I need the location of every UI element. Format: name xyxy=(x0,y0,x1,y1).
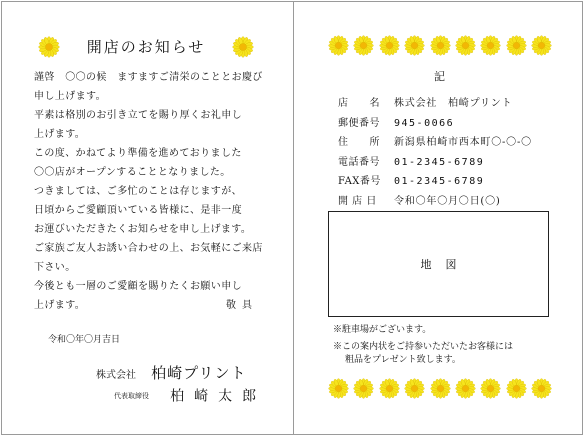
detail-label: 開 店 日 xyxy=(338,195,377,207)
left-page xyxy=(0,0,292,438)
sunflower-icon xyxy=(38,36,60,58)
detail-row-opening-date xyxy=(338,192,568,212)
detail-value: 新潟県柏崎市西本町〇-〇-〇 xyxy=(394,137,532,148)
center-fold-line xyxy=(293,1,294,435)
letter-line: 平素は格別のお引き立てを賜り厚くお礼申し xyxy=(34,110,242,121)
sunflower-icon xyxy=(328,35,349,56)
detail-row-fax xyxy=(338,172,568,192)
sunflower-icon xyxy=(455,378,476,399)
sender-company xyxy=(96,362,247,383)
letter-line: 下さい。 xyxy=(34,262,76,273)
letter-line: 謹啓 〇〇の候 ますますご清栄のこととお慶び xyxy=(34,72,263,83)
sunflower-icon xyxy=(506,35,527,56)
detail-label: 電話番号 xyxy=(338,156,380,168)
detail-row-phone xyxy=(338,153,568,173)
sunflower-icon xyxy=(379,35,400,56)
letter-line: 日頃からご愛顧頂いている皆様に、是非一度 xyxy=(34,205,242,216)
sunflower-border-bottom xyxy=(328,378,552,399)
letter-line: 上げます。 xyxy=(34,300,86,311)
representative-title: 代表取締役 xyxy=(114,391,149,400)
sunflower-border-top xyxy=(328,35,552,56)
detail-label: 郵便番号 xyxy=(338,117,380,129)
letter-date: 令和〇年〇月吉日 xyxy=(48,335,121,345)
sunflower-icon xyxy=(480,35,501,56)
map-placeholder xyxy=(328,211,549,317)
detail-row-store-name xyxy=(338,94,568,114)
detail-value: 945-0066 xyxy=(394,117,455,129)
representative-name: 柏崎太郎 xyxy=(170,388,267,405)
title-row xyxy=(38,32,254,62)
sunflower-icon xyxy=(404,35,425,56)
letter-line: ご家族ご友人お誘い合わせの上、お気軽にご来店 xyxy=(34,243,263,254)
store-details xyxy=(338,94,568,211)
ki-heading: 記 xyxy=(434,70,445,83)
sunflower-icon xyxy=(232,36,254,58)
detail-value: 株式会社 柏崎プリント xyxy=(394,98,513,109)
letter-line: 今後とも一層のご愛顧を賜りたくお願い申し xyxy=(34,281,242,292)
sunflower-icon xyxy=(531,35,552,56)
letter-line: この度、かねてより準備を進めておりました xyxy=(34,148,242,159)
detail-row-address xyxy=(338,133,568,153)
detail-value: 01-2345-6789 xyxy=(394,176,485,187)
company-prefix: 株式会社 xyxy=(96,370,136,381)
note-gift-line1: ※この案内状をご持参いただいたお客様には xyxy=(333,342,514,352)
sunflower-icon xyxy=(353,35,374,56)
note-gift-line2: 粗品をプレゼント致します。 xyxy=(345,355,461,365)
sunflower-icon xyxy=(506,378,527,399)
letter-line: お運びいただきたくお知らせを申し上げます。 xyxy=(34,224,252,235)
detail-row-postal-code xyxy=(338,114,568,134)
letter-line: 申し上げます。 xyxy=(34,91,106,102)
sunflower-icon xyxy=(455,35,476,56)
detail-value: 01-2345-6789 xyxy=(394,156,485,168)
sunflower-icon xyxy=(379,378,400,399)
detail-label: FAX番号 xyxy=(338,176,381,187)
sunflower-icon xyxy=(328,378,349,399)
sunflower-icon xyxy=(480,378,501,399)
sunflower-icon xyxy=(404,378,425,399)
letter-line: つきましては、ご多忙のことは存じますが、 xyxy=(34,186,242,197)
detail-label: 住 所 xyxy=(338,137,380,148)
sunflower-icon xyxy=(531,378,552,399)
company-name: 柏崎プリント xyxy=(151,364,247,382)
page-title: 開店のお知らせ xyxy=(86,38,206,56)
sender-representative xyxy=(114,385,266,406)
note-parking: ※駐車場がございます。 xyxy=(333,325,432,335)
sunflower-icon xyxy=(430,378,451,399)
letter-body xyxy=(34,68,270,315)
sunflower-icon xyxy=(430,35,451,56)
map-label: 地図 xyxy=(420,258,471,271)
letter-line: 上げます。 xyxy=(34,129,86,140)
closing-keigu: 敬具 xyxy=(226,300,258,311)
closing-row xyxy=(34,296,270,315)
notes xyxy=(333,324,563,367)
letter-line: 〇〇店がオープンすることとなりました。 xyxy=(34,167,231,178)
detail-label: 店 名 xyxy=(338,98,380,109)
sunflower-icon xyxy=(353,378,374,399)
detail-value: 令和〇年〇月〇日(〇) xyxy=(394,195,501,207)
